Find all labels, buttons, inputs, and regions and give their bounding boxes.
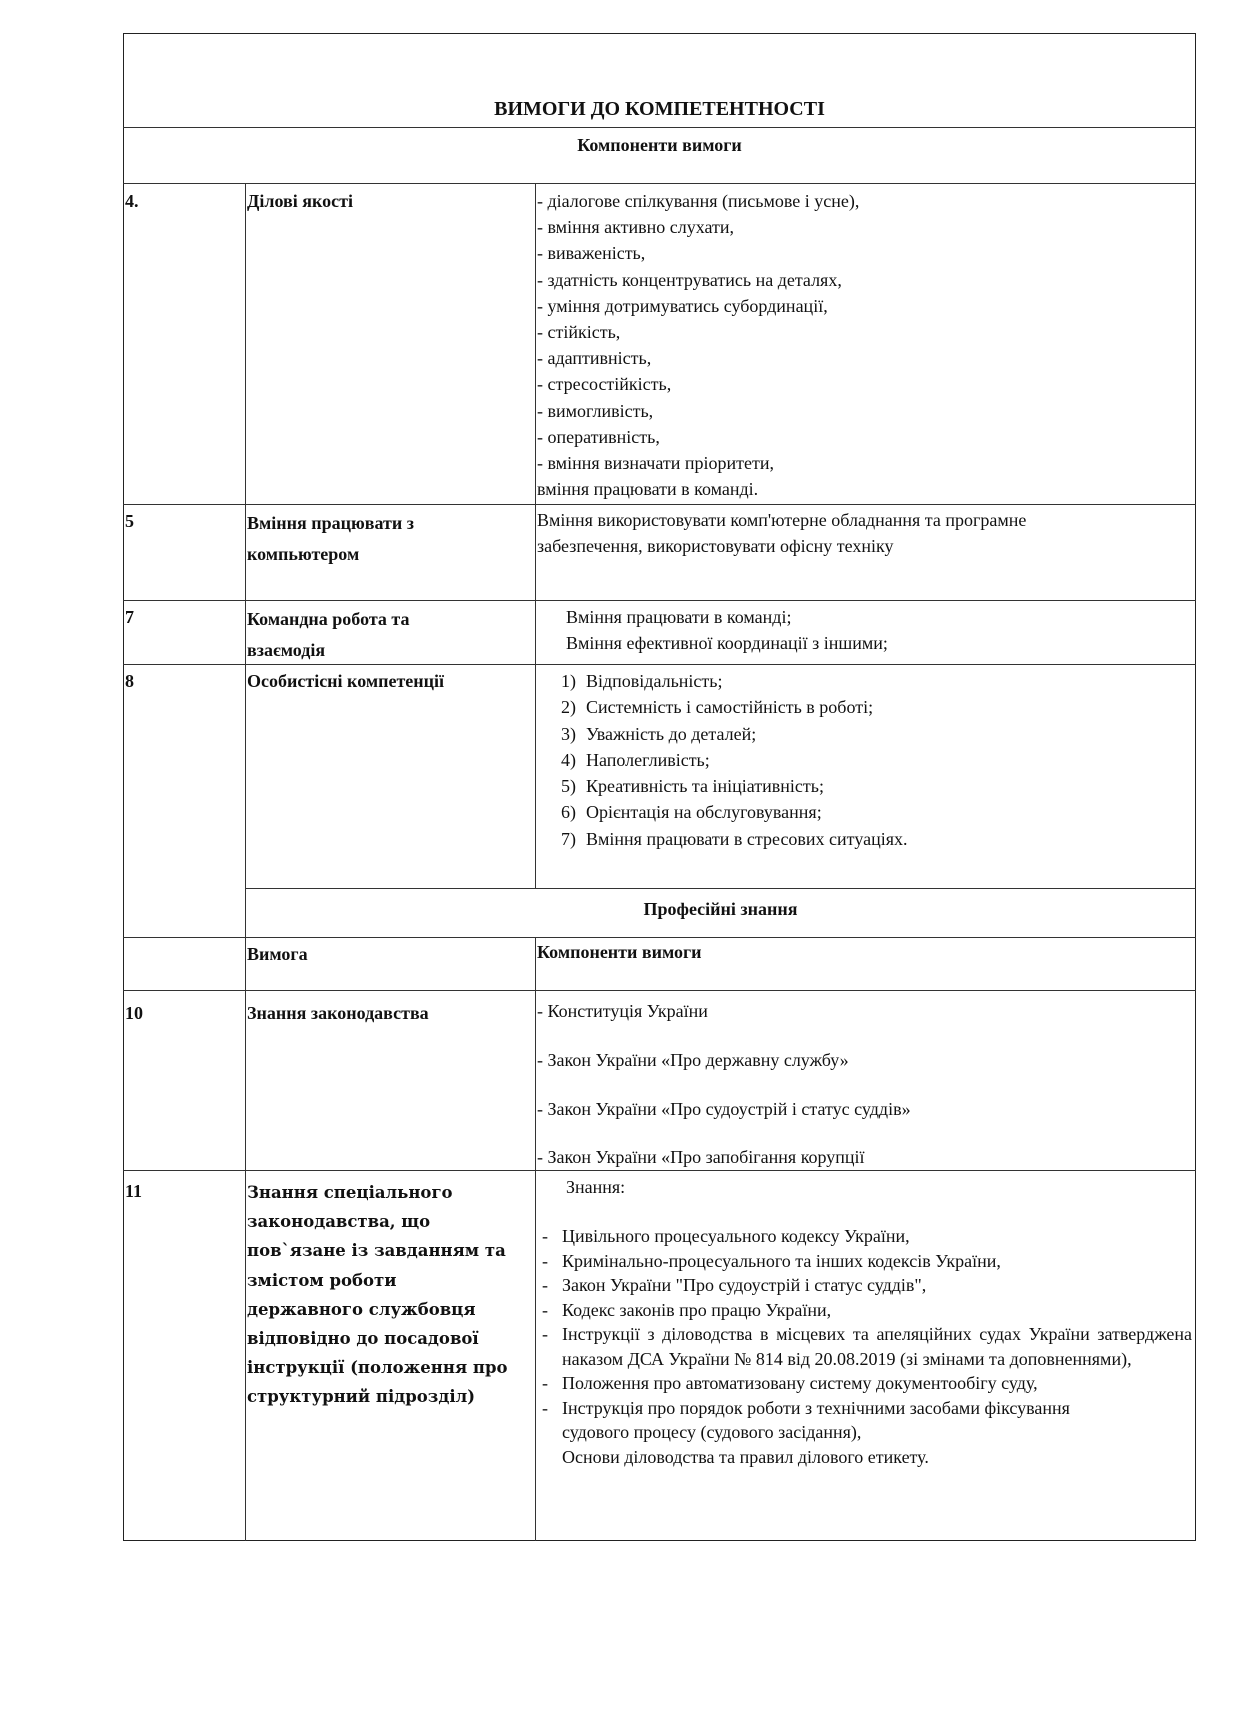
list-item: - Інструкція про порядок роботи з технічними засобами фіксування судового процесу (судового засідання), — [542, 1397, 1070, 1442]
list-item: 1) Відповідальність; — [561, 671, 723, 691]
column-divider — [535, 937, 536, 1541]
list-item: - діалогове спілкування (письмове і усне), — [537, 191, 860, 211]
requirement-label: Вміння працювати з компьютером — [247, 513, 414, 564]
law-item: - Закон України «Про судоустрій і статус суддів» — [537, 1099, 911, 1119]
row-number: 10 — [125, 1003, 143, 1023]
divider — [123, 937, 1196, 938]
row-number: 4. — [125, 191, 139, 211]
list-item: - Інструкції з діловодства в місцевих та апеляційних судах України затверджена наказом ДСА України № 814 від 20.08.2019 (зі змінами та доповненнями), — [542, 1324, 1192, 1369]
column-header-components: Компоненти вимоги — [537, 942, 702, 962]
list-item: - вимогливість, — [537, 400, 654, 421]
list-item: 4) Наполегливість; — [561, 749, 710, 770]
column-divider — [535, 183, 536, 888]
list-item: - оперативність, — [537, 426, 660, 447]
components-text: Вміння працювати в команді; Вміння ефективної координації з іншими; — [566, 607, 888, 653]
row-number: 7 — [125, 607, 134, 627]
page-title: ВИМОГИ ДО КОМПЕТЕНТНОСТІ — [494, 98, 825, 120]
knowledge-intro: Знання: — [566, 1177, 626, 1197]
row-number: 8 — [125, 671, 134, 691]
divider — [123, 600, 1196, 601]
divider — [123, 990, 1196, 991]
divider — [123, 504, 1196, 505]
components-header: Компоненти вимоги — [577, 135, 742, 155]
list-item: - Кодекс законів про працю України, — [542, 1299, 832, 1320]
section-title: Професійні знання — [643, 899, 798, 919]
list-item: - Кримінально-процесуального та інших кодексів України, — [542, 1250, 1001, 1271]
list-item: - Положення про автоматизовану систему документообігу суду, — [542, 1373, 1038, 1393]
requirement-label: Ділові якості — [247, 191, 353, 211]
law-item: - Конституція України — [537, 1001, 708, 1021]
list-item: 2) Системність і самостійність в роботі; — [561, 697, 874, 718]
list-item: - уміння дотримуватись субординації, — [537, 295, 828, 316]
requirement-label: Знання спеціального законодавства, що пов`язане із завданням та змістом роботи державного службовця відповідно до посадової інструкції (положення про структурний підрозділ) — [247, 1183, 508, 1407]
list-item: - Закон України "Про судоустрій і статус суддів", — [542, 1275, 927, 1295]
list-item: вміння працювати в команді. — [537, 479, 759, 500]
divider — [245, 888, 1196, 889]
requirement-label: Особистісні компетенції — [247, 671, 445, 691]
list-item: 5) Креативність та ініціативність; — [561, 776, 824, 797]
requirement-label: Командна робота та взаємодія — [247, 609, 410, 660]
list-item: - вміння активно слухати, — [537, 217, 735, 238]
list-item-closing: Основи діловодства та правил ділового етикету. — [562, 1446, 929, 1467]
divider — [123, 183, 1196, 184]
list-item: - вміння визначати пріоритети, — [537, 453, 774, 474]
row-number: 11 — [125, 1181, 143, 1201]
list-item: 7) Вміння працювати в стресових ситуаціях. — [561, 828, 908, 849]
law-item: - Закон України «Про запобігання корупції — [537, 1147, 865, 1167]
divider — [123, 1170, 1196, 1171]
components-text: Вміння використовувати комп'ютерне обладнання та програмне забезпечення, використовувати офісну техніку — [537, 510, 1027, 556]
requirement-label: Знання законодавства — [247, 1003, 429, 1023]
row-number: 5 — [125, 511, 134, 531]
list-item: 6) Орієнтація на обслуговування; — [561, 802, 822, 823]
list-item: - стійкість, — [537, 322, 621, 343]
column-divider — [245, 183, 246, 1541]
list-item: - здатність концентруватись на деталях, — [537, 269, 842, 290]
law-item: - Закон України «Про державну службу» — [537, 1050, 849, 1070]
column-header-requirement: Вимога — [247, 944, 308, 964]
list-item: - адаптивність, — [537, 348, 652, 369]
list-item: - стресостійкість, — [537, 374, 672, 395]
divider — [123, 127, 1196, 128]
business-qualities-list — [537, 188, 859, 502]
list-item: - Цивільного процесуального кодексу України, — [542, 1226, 910, 1246]
personal-competencies-list — [540, 668, 907, 852]
special-legislation-list — [542, 1224, 1192, 1469]
list-item: - виваженість, — [537, 243, 646, 264]
list-item: 3) Уважність до деталей; — [561, 723, 757, 744]
